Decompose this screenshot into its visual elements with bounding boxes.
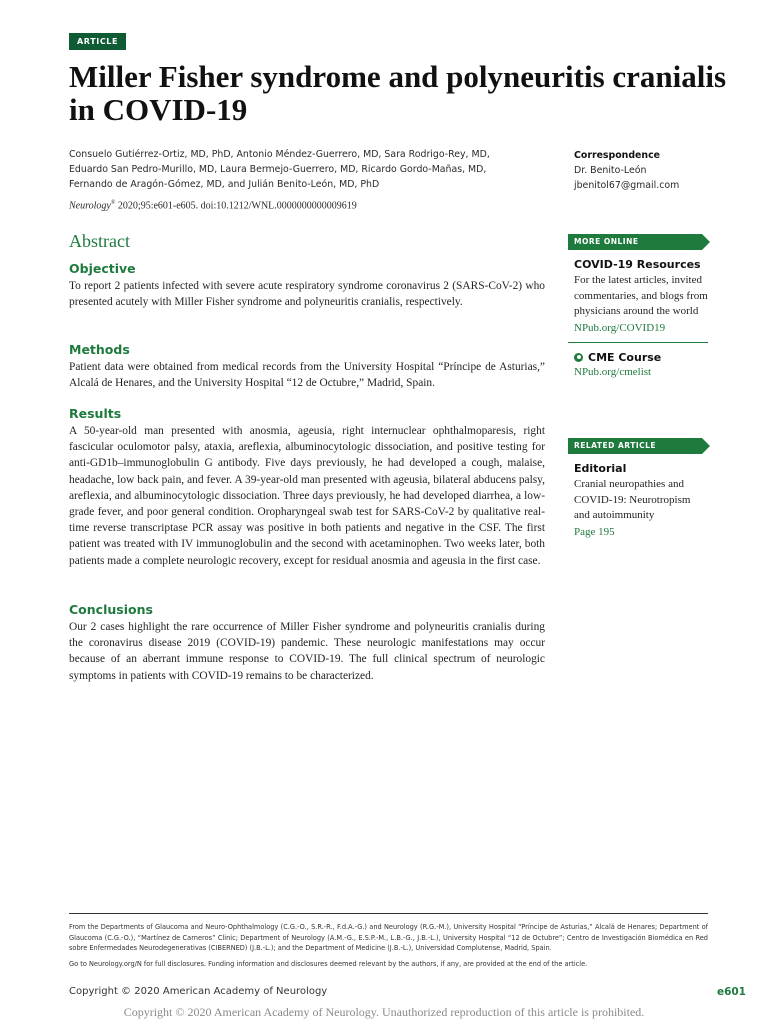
author-line: Fernando de Aragón-Gómez, MD, and Julián Benito-León, MD, PhD (69, 179, 380, 190)
related-page-link[interactable]: Page 195 (574, 525, 615, 538)
correspondence-block (574, 148, 714, 193)
section-text: To report 2 patients infected with severe acute respiratory syndrome coronavirus 2 (SARS-CoV-2) who presented acutely with Miller Fisher syndrome and polyneuritis cranialis, respectively. (69, 280, 545, 309)
section-heading: Results (69, 406, 122, 421)
sidebar-related-article (568, 438, 708, 538)
correspondence-name: Dr. Benito-León (574, 165, 647, 176)
section-text: A 50-year-old man presented with anosmia, ageusia, right internuclear ophthalmoparesis, right fascicular oculomotor palsy, ataxia, areflexia, albuminocytologic dissociation, and positive testing for anti-GD1b–immunoglobulin G antibody. Five days previously, he had developed a cough, malaise, headache, low back pain, and fever. A 39-year-old man presented with ageusia, bilateral abducens palsy, areflexia, and albuminocytologic dissociation. Three days previously, he had developed diarrhea, a low-grade fever, and poor general condition. Oropharyngeal swab test for SARS-CoV-2 by qualitative real-time reverse transcriptase PCR assay was positive in both patients and negative in the CSF. The first patient was treated with IV immunoglobulin and the second with acetaminophen. Two weeks later, both patients made a complete neurologic recovery, except for residual anosmia and ageusia in the first case. (69, 425, 545, 567)
author-line: Consuelo Gutiérrez-Ortiz, MD, PhD, Antonio Méndez-Guerrero, MD, Sara Rodrigo-Rey, MD, (69, 149, 490, 160)
citation (69, 200, 539, 211)
covid-resources-heading: COVID-19 Resources (574, 258, 701, 271)
section-text: Our 2 cases highlight the rare occurrence of Miller Fisher syndrome and polyneuritis cranialis during the coronavirus disease 2019 (COVID-19) pandemic. These neurologic manifestations may occur because of an aberrant immune response to COVID-19. The full clinical spectrum of neurologic symptoms in patients with COVID-19 remains to be characterized. (69, 621, 545, 682)
related-article-banner: RELATED ARTICLE (568, 438, 702, 454)
cme-course (574, 351, 708, 364)
cme-icon (574, 353, 583, 362)
copyright-line: Copyright © 2020 American Academy of Neurology (69, 986, 328, 997)
footnote-divider (69, 913, 708, 914)
correspondence-heading: Correspondence (574, 150, 660, 161)
author-line: Eduardo San Pedro-Murillo, MD, Laura Bermejo-Guerrero, MD, Ricardo Gordo-Mañas, MD, (69, 164, 487, 175)
abstract-conclusions (69, 602, 545, 684)
related-heading: Editorial (574, 462, 627, 475)
section-heading: Methods (69, 342, 130, 357)
copyright-watermark: Copyright © 2020 American Academy of Neurology. Unauthorized reproduction of this article is prohibited. (123, 1005, 645, 1019)
author-list (69, 147, 539, 192)
abstract-heading: Abstract (69, 231, 130, 251)
abstract-results (69, 406, 545, 569)
cme-heading: CME Course (588, 350, 662, 364)
section-text: Patient data were obtained from medical records from the University Hospital “Príncipe de Asturias,” Alcalá de Henares, and the University Hospital “12 de Octubre,” Madrid, Spain. (69, 361, 545, 390)
section-heading: Objective (69, 261, 136, 276)
journal-name: Neurology (69, 200, 111, 212)
abstract-objective (69, 261, 545, 310)
abstract-methods (69, 342, 545, 391)
cme-link[interactable]: NPub.org/cmelist (574, 365, 652, 378)
section-heading: Conclusions (69, 602, 153, 617)
sidebar-more-online (568, 234, 708, 378)
covid-resources-link[interactable]: NPub.org/COVID19 (574, 321, 666, 334)
more-online-banner: MORE ONLINE (568, 234, 702, 250)
correspondence-email[interactable]: jbenitol67@gmail.com (574, 180, 680, 191)
page-number: e601 (716, 986, 746, 998)
article-title: Miller Fisher syndrome and polyneuritis cranialis in COVID-19 (69, 59, 727, 127)
affiliations-footnote: From the Departments of Glaucoma and Neuro-Ophthalmology (C.G.-O., S.R.-R., F.d.A.-G.) and Neurology (R.G.-M.), University Hospital “Príncipe de Asturias,” Alcalá de Henares; Department of Glaucoma (C.G.-O.), “Martínez de Carneros” Clinic; Department of Neurology (A.M.-G., E.S.P.-M., L.B.-G., J.B.-L.), University Hospital “12 de Octubre”; Centro de Investigación Biomédica en Red sobre Enfermedades Neurodegenerativas (CIBERNED) (J.B.-L.); and the Department of Medicine (J.B.-L.), Universidad Complutense, Madrid, Spain. (69, 923, 708, 952)
sidebar-divider (568, 342, 708, 343)
article-type-badge: ARTICLE (69, 33, 126, 50)
citation-details: 2020;95:e601-e605. doi:10.1212/WNL.0000000000009619 (115, 200, 357, 212)
registered-mark: ® (110, 200, 116, 206)
related-text: Cranial neuropathies and COVID-19: Neurotropism and autoimmunity (574, 478, 691, 521)
disclosures-footnote: Go to Neurology.org/N for full disclosures. Funding information and disclosures deemed relevant by the authors, if any, are provided at the end of the article. (69, 960, 588, 968)
covid-resources-text: For the latest articles, invited commentaries, and blogs from physicians around the world (574, 274, 708, 317)
